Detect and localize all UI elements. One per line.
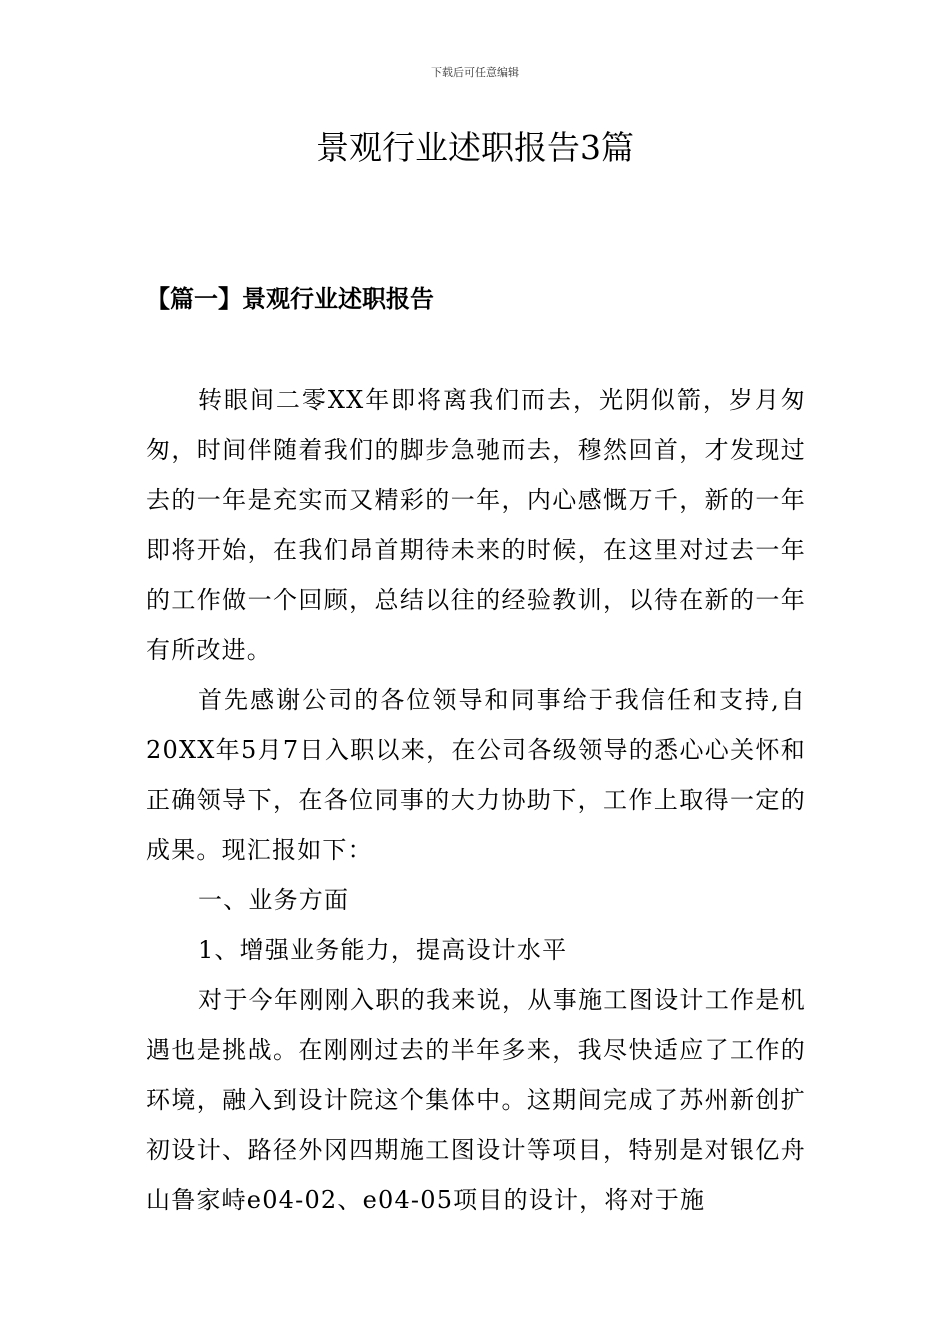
document-body	[146, 375, 806, 1225]
page-header-note: 下载后可任意编辑	[431, 66, 519, 79]
section-heading: 【篇一】景观行业述职报告	[146, 284, 434, 313]
paragraph-intro: 转眼间二零XX年即将离我们而去，光阴似箭，岁月匆匆，时间伴随着我们的脚步急驰而去，穆然回首，才发现过去的一年是充实而又精彩的一年，内心感慨万千，新的一年即将开始，在我们昂首期待未来的时候，在这里对过去一年的工作做一个回顾，总结以往的经验教训，以待在新的一年有所改进。	[146, 386, 806, 664]
subheading-ability: 1、增强业务能力，提高设计水平	[198, 936, 568, 964]
document-title: 景观行业述职报告3篇	[316, 128, 634, 167]
paragraph-work-detail: 对于今年刚刚入职的我来说，从事施工图设计工作是机遇也是挑战。在刚刚过去的半年多来，我尽快适应了工作的环境，融入到设计院这个集体中。这期间完成了苏州新创扩初设计、路径外冈四期施工图设计等项目，特别是对银亿舟山鲁家峙e04-02、e04-05项目的设计，将对于施	[146, 986, 806, 1214]
subheading-business: 一、业务方面	[198, 886, 350, 914]
paragraph-thanks: 首先感谢公司的各位领导和同事给于我信任和支持,自20XX年5月7日入职以来，在公司各级领导的悉心心关怀和正确领导下，在各位同事的大力协助下，工作上取得一定的成果。现汇报如下：	[146, 686, 806, 864]
